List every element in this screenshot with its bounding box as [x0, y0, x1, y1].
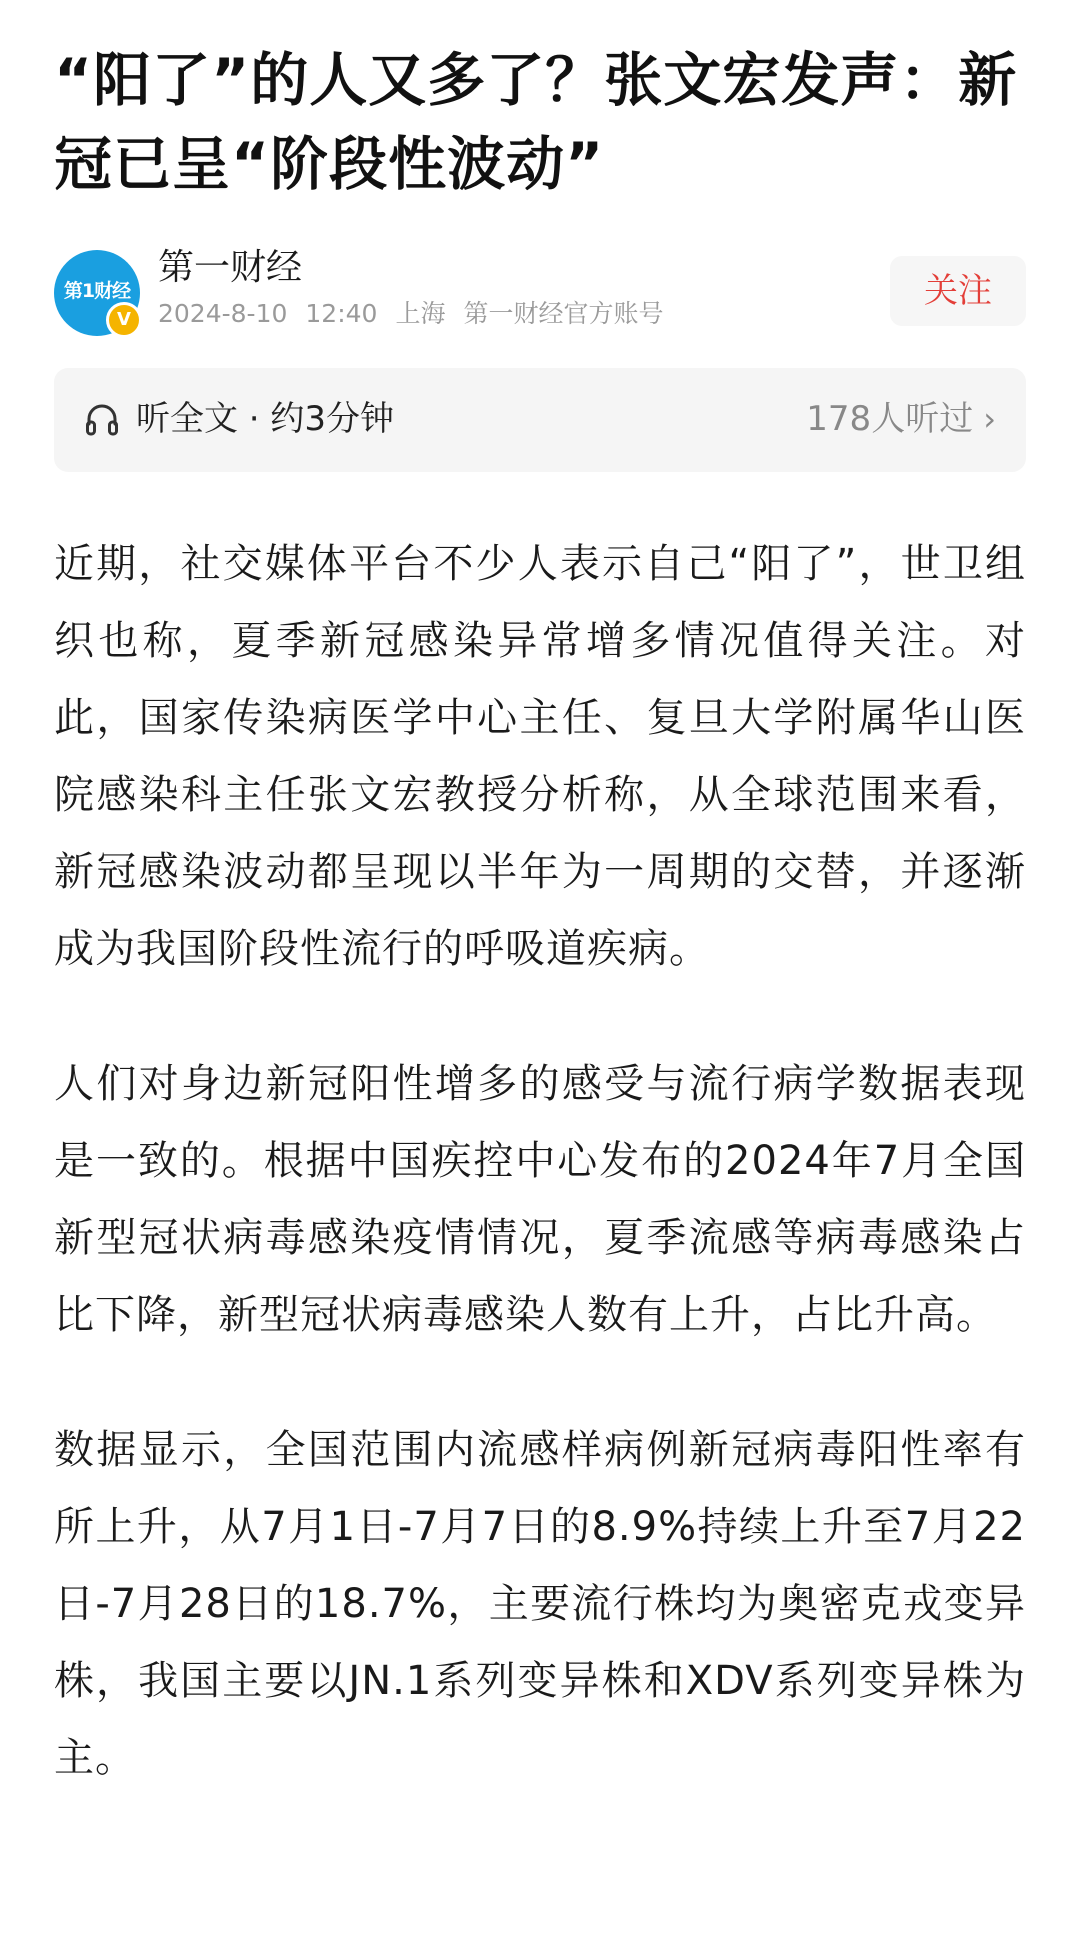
publish-date: 2024-8-10: [158, 299, 288, 328]
chevron-right-icon: ›: [983, 400, 996, 438]
article-title: “阳了”的人又多了？张文宏发声：新冠已呈“阶段性波动”: [54, 46, 1018, 198]
publish-time: 12:40: [305, 299, 378, 328]
article-body: [54, 526, 1026, 1797]
headphone-icon: [84, 402, 120, 438]
article: [54, 38, 1026, 1855]
avatar-logo-text: 第1财经: [63, 280, 131, 302]
author-name[interactable]: 第一财经: [158, 247, 303, 288]
listen-label: 听全文 · 约3分钟: [136, 399, 395, 439]
verified-badge-icon: V: [106, 302, 142, 338]
paragraph: 数据显示，全国范围内流感样病例新冠病毒阳性率有所上升，从7月1日-7月7日的8.9%持续上升至7月22日-7月28日的18.7%，主要流行株均为奥密克戎变异株，我国主要以JN.1系列变异株和XDV系列变异株为主。: [54, 1427, 1026, 1781]
author-row: [54, 246, 1026, 336]
listen-full-text-bar[interactable]: [54, 368, 1026, 472]
paragraph: 近期，社交媒体平台不少人表示自己“阳了”，世卫组织也称，夏季新冠感染异常增多情况值得关注。对此，国家传染病医学中心主任、复旦大学附属华山医院感染科主任张文宏教授分析称，从全球范围来看，新冠感染波动都呈现以半年为一周期的交替，并逐渐成为我国阶段性流行的呼吸道疾病。: [54, 541, 1026, 972]
paragraph: 人们对身边新冠阳性增多的感受与流行病学数据表现是一致的。根据中国疾控中心发布的2024年7月全国新型冠状病毒感染疫情情况，夏季流感等病毒感染占比下降，新型冠状病毒感染人数有上升，占比升高。: [54, 1061, 1026, 1338]
listener-count[interactable]: [806, 397, 996, 441]
publish-location: 上海: [395, 299, 446, 328]
listener-count-text: 178人听过: [806, 399, 974, 439]
account-type: 第一财经官方账号: [463, 299, 664, 328]
follow-button[interactable]: 关注: [890, 256, 1026, 326]
avatar[interactable]: [54, 250, 140, 336]
article-meta: [158, 298, 681, 330]
